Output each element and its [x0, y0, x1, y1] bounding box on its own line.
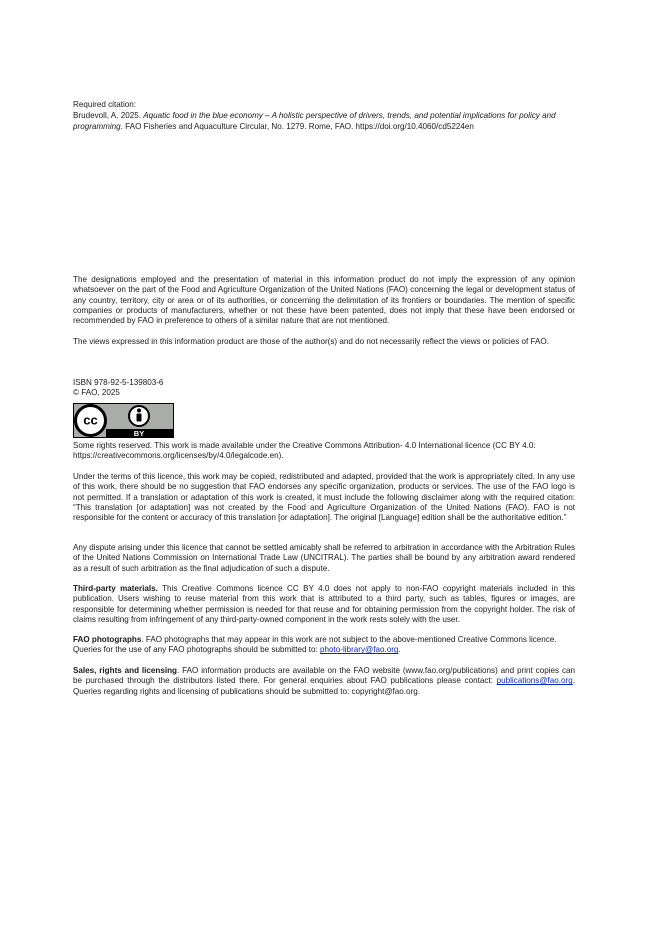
third-party-label: Third-party materials.: [73, 584, 158, 593]
photographs-paragraph: [73, 635, 575, 656]
isbn: ISBN 978-92-5-139803-6: [73, 378, 164, 387]
views-paragraph: The views expressed in this information product are those of the author(s) and do not necessarily reflect the views or policies of FAO.: [73, 337, 549, 346]
third-party-materials: [73, 584, 575, 625]
dispute-clause: [73, 543, 575, 574]
licence-rights: [73, 441, 575, 462]
sales-rights-licensing: [73, 666, 575, 697]
by-text: BY: [133, 429, 145, 438]
publications-email-link[interactable]: publications@fao.org: [496, 676, 573, 686]
licence-terms: [73, 472, 575, 523]
photo-library-email-link[interactable]: photo-library@fao.org: [320, 645, 399, 655]
fao-photographs: [73, 635, 575, 656]
dispute-paragraph: Any dispute arising under this licence that cannot be settled amicably shall be referred to arbitration in accordance with the Arbitration Rules of the United Nations Commission on International Trade Law (UNCITRAL). The parties shall be bound by any arbitration award rendered as a result of such arbitration as the final adjudication of such a dispute.: [73, 543, 575, 573]
cc-text: cc: [83, 412, 98, 428]
designations-disclaimer: [73, 275, 575, 326]
sales-text: . FAO information products are available on the FAO website (www.fao.org/publications) and print copies can be purchased through the distributors listed there. For general enquiries about FAO publications please contact:: [73, 666, 575, 686]
citation-heading: Required citation:: [73, 100, 136, 109]
citation-author-year: Brudevoll, A. 2025.: [73, 111, 144, 121]
views-disclaimer: [73, 337, 575, 347]
isbn-block: [73, 378, 575, 399]
third-party-text: This Creative Commons licence CC BY 4.0 does not apply to non-FAO copyright materials included in this publication. Users wishing to reuse material from this work that is attributed to a third party, such as tables, figures or images, are responsible for determining whether permission is needed for that reuse and for obtaining permission from the copyright holder. The risk of claims resulting from infringement of any third-party-owned component in the work rests solely with the user.: [73, 584, 575, 624]
photographs-text: . FAO photographs that may appear in this work are not subject to the above-mentioned Creative Commons licence. Queries for the use of any FAO photographs should be submitted to:: [73, 635, 557, 655]
designations-paragraph: The designations employed and the presentation of material in this information product do not imply the expression of any opinion whatsoever on the part of the Food and Agriculture Organization of the United Nations (FAO) concerning the legal or development status of any country, territory, city or area or of its authorities, or concerning the delimitation of its frontiers or boundaries. The mention of specific companies or products of manufacturers, whether or not these have been patented, does not imply that these have been endorsed or recommended by FAO in preference to others of a similar nature that are not mentioned.: [73, 275, 575, 326]
sales-end: . Queries regarding rights and licensing of publications should be submitted to: copyright@fao.org.: [73, 676, 575, 696]
photographs-label: FAO photographs: [73, 635, 142, 644]
copyright-notice: © FAO, 2025: [73, 388, 120, 398]
citation-title: Aquatic food in the blue economy – A holistic perspective of drivers, trends, and potential implications for policy and programming.: [73, 111, 556, 131]
cc-by-badge-icon: [73, 403, 174, 438]
citation-rest: FAO Fisheries and Aquaculture Circular, No. 1279. Rome, FAO. https://doi.org/10.4060/cd5224en: [122, 121, 474, 131]
sales-paragraph: [73, 666, 575, 697]
rights-paragraph: Some rights reserved. This work is made available under the Creative Commons Attribution- 4.0 International licence (CC BY 4.0: https://creativecommons.org/licenses/by/4.0/legalcode.en).: [73, 441, 536, 461]
citation-text: [73, 111, 575, 132]
required-citation: [73, 100, 575, 132]
photographs-end: .: [398, 645, 401, 655]
terms-paragraph: Under the terms of this licence, this work may be copied, redistributed and adapted, provided that the work is appropriately cited. In any use of this work, there should be no suggestion that FAO endorses any specific organization, products or services. The use of the FAO logo is not permitted. If a translation or adaptation of this work is created, it must include the following disclaimer along with the required citation: “This translation [or adaptation] was not created by the Food and Agriculture Organization of the United Nations (FAO). FAO is not responsible for the content or accuracy of this translation [or adaptation]. The original [Language] edition shall be the authoritative edition.”: [73, 472, 575, 523]
third-party-paragraph: [73, 584, 575, 625]
sales-label: Sales, rights and licensing: [73, 666, 177, 675]
